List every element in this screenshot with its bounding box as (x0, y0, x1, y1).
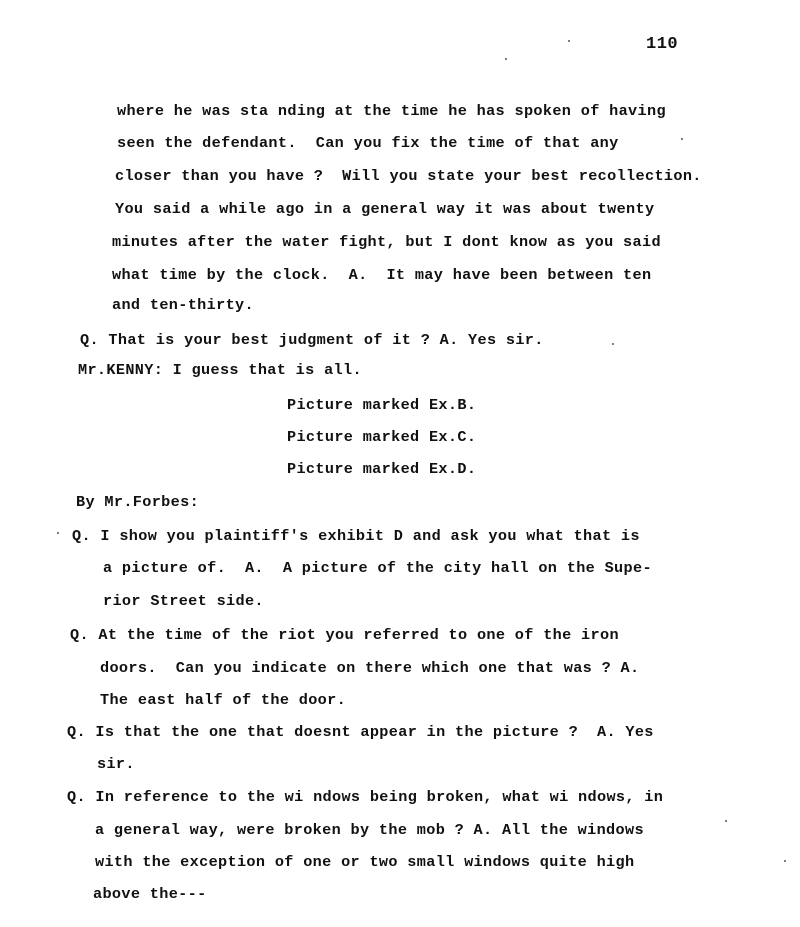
transcript-line: a picture of. A. A picture of the city hall on the Supe- (103, 559, 652, 577)
transcript-line: where he was sta nding at the time he has spoken of having (117, 102, 666, 120)
transcript-line: doors. Can you indicate on there which one that was ? A. (100, 659, 640, 677)
transcript-line: Picture marked Ex.C. (287, 428, 477, 446)
transcript-line: seen the defendant. Can you fix the time of that any (117, 134, 619, 152)
transcript-line: Q. That is your best judgment of it ? A. Yes sir. (80, 331, 544, 349)
transcript-line: Q. I show you plaintiff's exhibit D and ask you what that is (72, 527, 640, 545)
transcript-line: Picture marked Ex.D. (287, 460, 477, 478)
scan-speck (784, 860, 786, 862)
transcript-line: You said a while ago in a general way it was about twenty (115, 200, 655, 218)
transcript-line: sir. (97, 755, 135, 773)
scan-speck (505, 58, 507, 60)
transcript-line: Mr.KENNY: I guess that is all. (78, 361, 362, 379)
transcript-line: minutes after the water fight, but I dont know as you said (112, 233, 661, 251)
transcript-line: Q. At the time of the riot you referred to one of the iron (70, 626, 619, 644)
scan-speck (57, 532, 59, 534)
transcript-line: what time by the clock. A. It may have been between ten (112, 266, 652, 284)
scan-speck (725, 820, 727, 822)
transcript-line: closer than you have ? Will you state your best recollection. (115, 167, 702, 185)
transcript-line: rior Street side. (103, 592, 264, 610)
scan-speck (681, 138, 683, 140)
transcript-line: By Mr.Forbes: (76, 493, 200, 511)
transcript-line: a general way, were broken by the mob ? A. All the windows (95, 821, 644, 839)
transcript-line: Q. Is that the one that doesnt appear in the picture ? A. Yes (67, 723, 654, 741)
transcript-line: Picture marked Ex.B. (287, 396, 477, 414)
scan-speck (568, 40, 570, 42)
transcript-line: The east half of the door. (100, 691, 347, 709)
page-number: 110 (646, 35, 679, 54)
transcript-line: above the--- (93, 885, 207, 903)
transcript-line: with the exception of one or two small windows quite high (95, 853, 635, 871)
transcript-line: Q. In reference to the wi ndows being broken, what wi ndows, in (67, 788, 664, 806)
scan-speck (612, 343, 614, 345)
transcript-line: and ten-thirty. (112, 296, 254, 314)
